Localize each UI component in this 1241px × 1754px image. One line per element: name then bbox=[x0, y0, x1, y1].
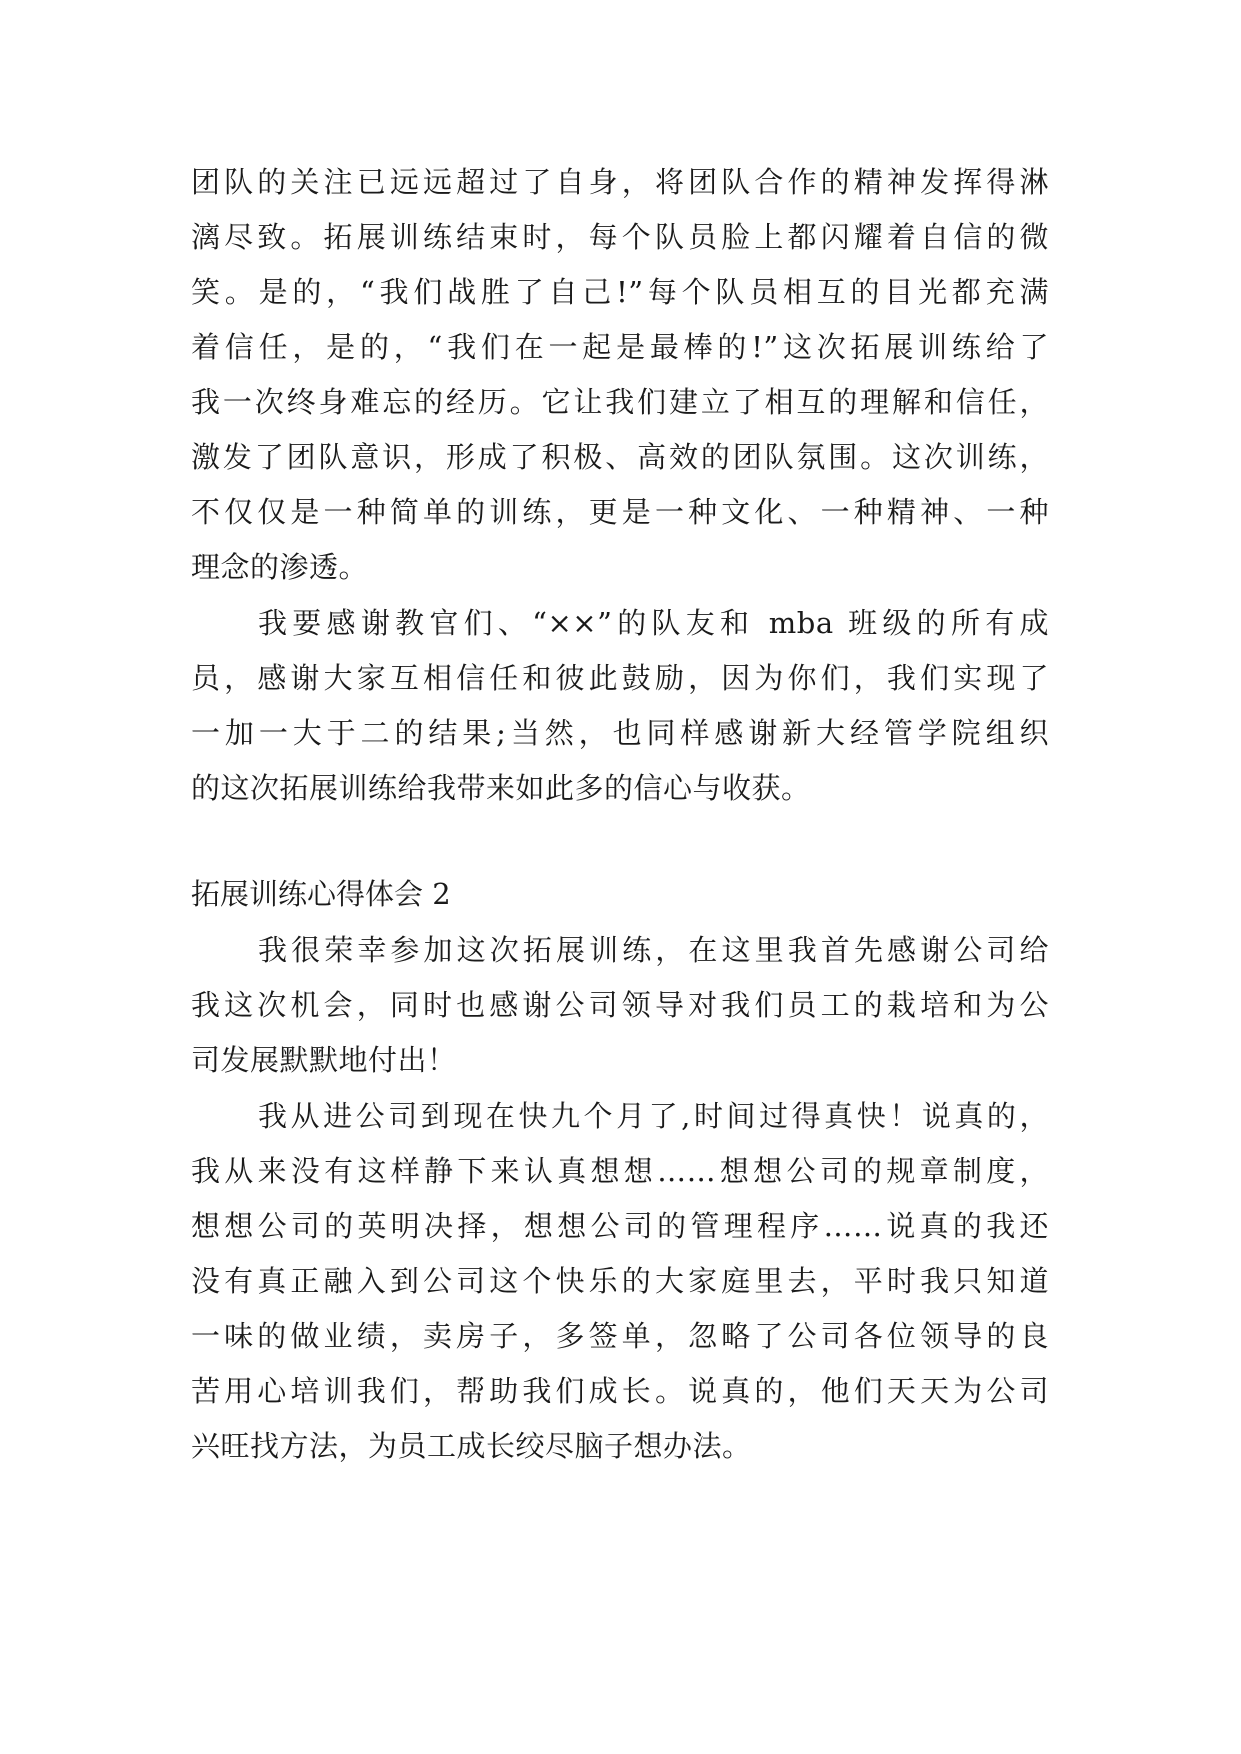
paragraph-line: 我从来没有这样静下来认真想想……想想公司的规章制度， bbox=[191, 1154, 1049, 1188]
paragraph-line: 兴旺找方法，为员工成长绞尽脑子想办法。 bbox=[191, 1429, 752, 1463]
paragraph-line: 的这次拓展训练给我带来如此多的信心与收获。 bbox=[191, 771, 811, 805]
paragraph-line: 苦用心培训我们，帮助我们成长。说真的，他们天天为公司 bbox=[191, 1374, 1049, 1408]
paragraph-line: 想想公司的英明决择，想想公司的管理程序……说真的我还 bbox=[191, 1209, 1049, 1243]
paragraph-line: 团队的关注已远远超过了自身，将团队合作的精神发挥得淋 bbox=[191, 165, 1049, 199]
paragraph-line: 一加一大于二的结果;当然，也同样感谢新大经管学院组织 bbox=[191, 716, 1049, 750]
paragraph-line: 我从进公司到现在快九个月了,时间过得真快！说真的， bbox=[258, 1099, 1049, 1133]
paragraph-line: 我很荣幸参加这次拓展训练，在这里我首先感谢公司给 bbox=[258, 933, 1049, 967]
paragraph-line: 笑。是的，“我们战胜了自己!”每个队员相互的目光都充满 bbox=[191, 275, 1049, 309]
paragraph-line: 理念的渗透。 bbox=[191, 550, 369, 584]
section-title: 拓展训练心得体会 2 bbox=[191, 877, 451, 911]
paragraph-line: 我这次机会，同时也感谢公司领导对我们员工的栽培和为公 bbox=[191, 988, 1049, 1022]
paragraph-line: 没有真正融入到公司这个快乐的大家庭里去，平时我只知道 bbox=[191, 1264, 1049, 1298]
paragraph-line: 漓尽致。拓展训练结束时，每个队员脸上都闪耀着自信的微 bbox=[191, 220, 1049, 254]
paragraph-line: 司发展默默地付出！ bbox=[191, 1043, 457, 1077]
paragraph-line: 我一次终身难忘的经历。它让我们建立了相互的理解和信任， bbox=[191, 385, 1049, 419]
paragraph-line: 我要感谢教官们、“××”的队友和 mba 班级的所有成 bbox=[258, 606, 1049, 640]
paragraph-line: 着信任，是的，“我们在一起是最棒的!”这次拓展训练给了 bbox=[191, 330, 1049, 364]
paragraph-line: 一味的做业绩，卖房子，多签单，忽略了公司各位领导的良 bbox=[191, 1319, 1049, 1353]
paragraph-line: 激发了团队意识，形成了积极、高效的团队氛围。这次训练， bbox=[191, 440, 1049, 474]
paragraph-line: 不仅仅是一种简单的训练，更是一种文化、一种精神、一种 bbox=[191, 495, 1049, 529]
paragraph-line: 员，感谢大家互相信任和彼此鼓励，因为你们，我们实现了 bbox=[191, 661, 1049, 695]
